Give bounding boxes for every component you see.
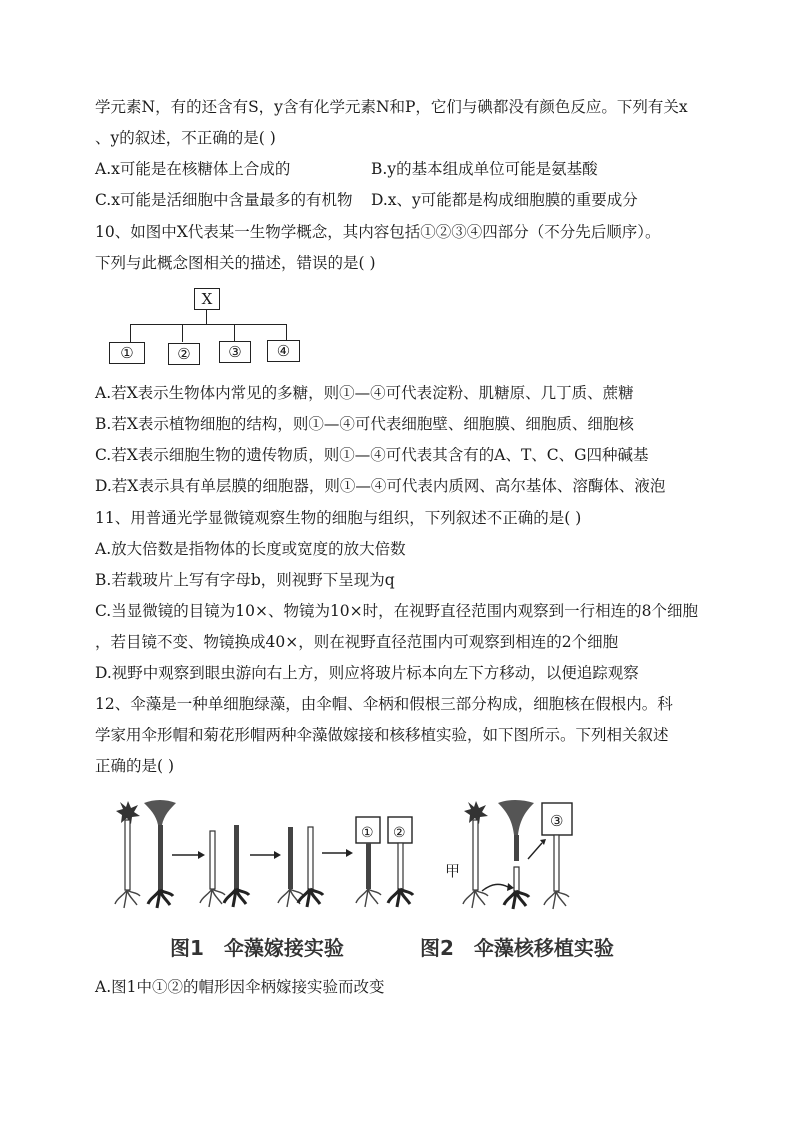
connector-3 [234, 324, 235, 342]
fig1-label-2: ② [393, 825, 406, 841]
fig1-arrow-2 [250, 851, 281, 859]
fig1-regrowth [278, 827, 323, 907]
concept-child-3: ③ [219, 341, 251, 363]
concept-diagram [100, 285, 320, 365]
fig2-nucleus-arrow [482, 883, 514, 891]
fig1-label-1: ① [361, 825, 374, 841]
fig2-arrow [528, 839, 546, 859]
connector-root [206, 310, 207, 324]
fig1-original-algae [115, 800, 176, 908]
q11-option-c-line1: C.当显微镜的目镜为10×、物镜为10×时，在视野直径范围内观察到一行相连的8个细胞 [95, 602, 699, 620]
fig1-arrow-1 [172, 851, 205, 859]
q12-stem-line1: 12、伞藻是一种单细胞绿藻，由伞帽、伞柄和假根三部分构成，细胞核在假根内。科 [95, 695, 673, 713]
q11-option-a: A.放大倍数是指物体的长度或宽度的放大倍数 [95, 540, 406, 558]
q9-stem-line1: 学元素N，有的还含有S，y含有化学元素N和P，它们与碘都没有颜色反应。下列有关x [95, 98, 688, 116]
fig2-caption: 图2 伞藻核移植实验 [420, 936, 614, 960]
q10-option-d: D.若X表示具有单层膜的细胞器，则①—④可代表内质网、高尔基体、溶酶体、液泡 [95, 477, 666, 495]
fig1-arrow-3 [322, 849, 353, 857]
concept-child-2: ② [168, 343, 200, 365]
q10-option-a: A.若X表示生物体内常见的多糖，则①—④可代表淀粉、肌糖原、几丁质、蔗糖 [95, 384, 634, 402]
q12-stem-line3: 正确的是( ) [95, 757, 175, 775]
q9-option-d: D.x、y可能都是构成细胞膜的重要成分 [371, 191, 638, 209]
q9-stem-line2: 、y的叙述，不正确的是( ) [95, 129, 276, 147]
q11-option-b: B.若载玻片上写有字母b，则视野下呈现为q [95, 571, 395, 589]
q12-stem-line2: 学家用伞形帽和菊花形帽两种伞藻做嫁接和核移植实验，如下图所示。下列相关叙述 [95, 726, 669, 744]
q9-options-row2 [95, 190, 638, 210]
q10-option-b: B.若X表示植物细胞的结构，则①—④可代表细胞壁、细胞膜、细胞质、细胞核 [95, 415, 634, 433]
fig1-grafted-stalks [200, 825, 249, 907]
q11-option-c-line2: ，若目镜不变、物镜换成40×，则在视野直径范围内可观察到相连的2个细胞 [95, 633, 619, 651]
fig1-caption: 图1 伞藻嫁接实验 [170, 936, 344, 960]
fig2-label-jia: 甲 [445, 862, 461, 880]
q9-options-row1 [95, 159, 598, 179]
q9-option-b: B.y的基本组成单位可能是氨基酸 [371, 160, 598, 178]
q11-stem: 11、用普通光学显微镜观察生物的细胞与组织，下列叙述不正确的是( ) [95, 509, 582, 527]
fig2-label-3: ③ [550, 812, 564, 830]
connector-horizontal [130, 324, 286, 325]
concept-child-4: ④ [267, 340, 300, 362]
concept-root-box: X [194, 288, 220, 310]
q10-option-c: C.若X表示细胞生物的遗传物质，则①—④可代表其含有的A、T、C、G四种碱基 [95, 446, 649, 464]
connector-1 [130, 324, 131, 342]
q9-option-a: A.x可能是在核糖体上合成的 [95, 160, 291, 178]
q10-stem-line2: 下列与此概念图相关的描述，错误的是( ) [95, 254, 376, 272]
connector-2 [182, 324, 183, 342]
q12-option-a: A.图1中①②的帽形因伞柄嫁接实验而改变 [95, 978, 385, 996]
q9-option-c: C.x可能是活细胞中含量最多的有机物 [95, 191, 353, 209]
q11-option-d: D.视野中观察到眼虫游向右上方，则应将玻片标本向左下方移动，以便追踪观察 [95, 664, 639, 682]
fig2-recipient-alga [498, 800, 534, 909]
concept-child-1: ① [109, 342, 145, 364]
q10-stem-line1: 10、如图中X代表某一生物学概念，其内容包括①②③④四部分（不分先后顺序）。 [95, 223, 661, 241]
fig2-donor-alga [463, 801, 488, 908]
